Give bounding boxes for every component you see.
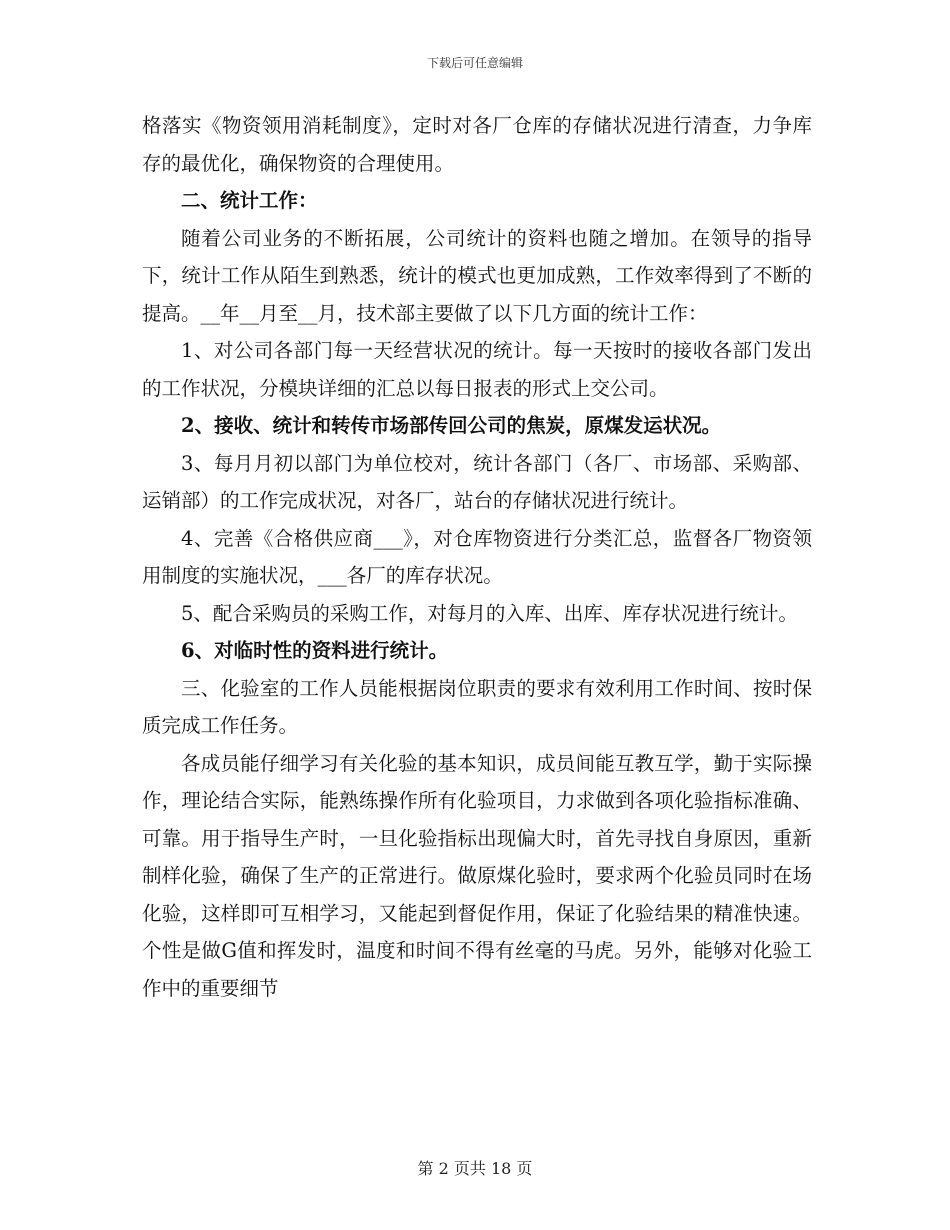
paragraph-inventory-policy: 格落实《物资领用消耗制度》，定时对各厂仓库的存储状况进行清查，力争库存的最优化，确保物资的合理使用。 (142, 114, 812, 175)
list-item-5: 5、配合采购员的采购工作，对每月的入库、出库、库存状况进行统计。 (181, 601, 798, 625)
page-header: 下载后可任意编辑 (426, 56, 523, 70)
list-item-2: 2、接收、统计和转传市场部传回公司的焦炭，原煤发运状况。 (181, 414, 722, 437)
paragraph-statistics-intro: 随着公司业务的不断拓展，公司统计的资料也随之增加。在领导的指导下，统计工作从陌生到熟悉，统计的模式也更加成熟，工作效率得到了不断的提高。__年__月至__月，技术部主要做了以下几方面的统计工作： (142, 226, 812, 325)
list-item-4: 4、完善《合格供应商___》，对仓库物资进行分类汇总，监督各厂物资领用制度的实施状况，___各厂的库存状况。 (142, 526, 812, 587)
section-heading-lab: 三、化验室的工作人员能根据岗位职责的要求有效利用工作时间、按时保质完成工作任务。 (142, 676, 812, 737)
section-heading-statistics: 二、统计工作： (181, 189, 318, 212)
document-body (142, 107, 812, 1007)
page-footer: 第 2 页共 18 页 (417, 1159, 533, 1178)
list-item-6: 6、对临时性的资料进行统计。 (181, 639, 449, 662)
list-item-3: 3、每月月初以部门为单位校对，统计各部门（各厂、市场部、采购部、运销部）的工作完成状况，对各厂，站台的存储状况进行统计。 (142, 451, 812, 512)
list-item-1: 1、对公司各部门每一天经营状况的统计。每一天按时的接收各部门发出的工作状况，分模块详细的汇总以每日报表的形式上交公司。 (142, 339, 812, 400)
paragraph-lab-details: 各成员能仔细学习有关化验的基本知识，成员间能互教互学，勤于实际操作，理论结合实际，能熟练操作所有化验项目，力求做到各项化验指标准确、可靠。用于指导生产时，一旦化验指标出现偏大时，首先寻找自身原因，重新制样化验，确保了生产的正常进行。做原煤化验时，要求两个化验员同时在场化验，这样即可互相学习，又能起到督促作用，保证了化验结果的精准快速。个性是做G值和挥发时，温度和时间不得有丝毫的马虎。另外，能够对化验工作中的重要细节 (142, 751, 812, 1000)
